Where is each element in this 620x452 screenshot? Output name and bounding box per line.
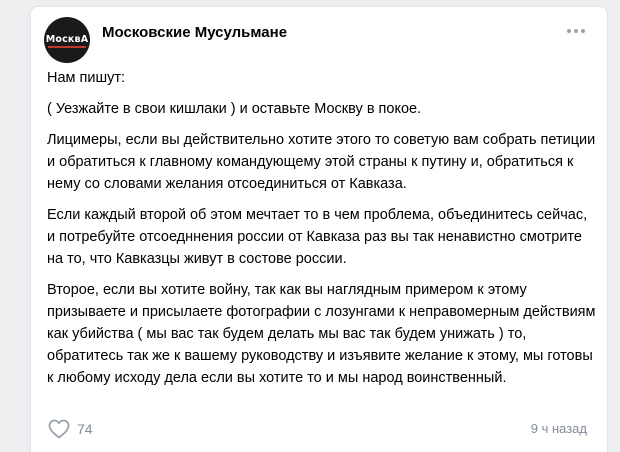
- post-timestamp[interactable]: 9 ч назад: [530, 421, 587, 436]
- post-paragraph: Если каждый второй об этом мечтает то в чем проблема, объединитесь сейчас, и потребуйте отсоедннения россии от Кавказа раз вы так ненавистно смотрите на то, что Кавказцы живут в состове россии.: [47, 207, 588, 267]
- post-text: [47, 67, 597, 398]
- like-button[interactable]: [47, 417, 93, 441]
- author-avatar[interactable]: [44, 17, 90, 63]
- author-name-link[interactable]: Московские Мусульмане: [102, 24, 288, 41]
- avatar-logo-text: МосквА: [45, 34, 89, 45]
- post-card: [30, 6, 608, 452]
- avatar-logo-band: [48, 46, 86, 48]
- post-paragraph: Нам пишут:: [47, 70, 126, 86]
- post-paragraph: Второе, если вы хотите войну, так как вы наглядным примером к этому призываете и присылаете фотографии с лозунгами к неправомерным действиям как убийства ( мы вас так будем делать мы вас так будем унижать ) то, обратитесь так же к вашему руководству и изъявите желание к этому, мы готовы к любому исходу дела если вы хотите то и мы народ воинственный.: [47, 282, 596, 386]
- more-options-button[interactable]: [565, 22, 587, 40]
- heart-icon: [47, 417, 71, 441]
- like-count: 74: [77, 421, 93, 437]
- post-paragraph: ( Уезжайте в свои кишлаки ) и оставьте Москву в покое.: [47, 101, 422, 117]
- more-horizontal-icon: [565, 22, 587, 40]
- post-paragraph: Лицимеры, если вы действительно хотите этого то советую вам собрать петиции и обратиться к главному командующему этой страны к путину и, обратиться к нему со словами желания отсоединиться от Кавказа.: [47, 132, 596, 192]
